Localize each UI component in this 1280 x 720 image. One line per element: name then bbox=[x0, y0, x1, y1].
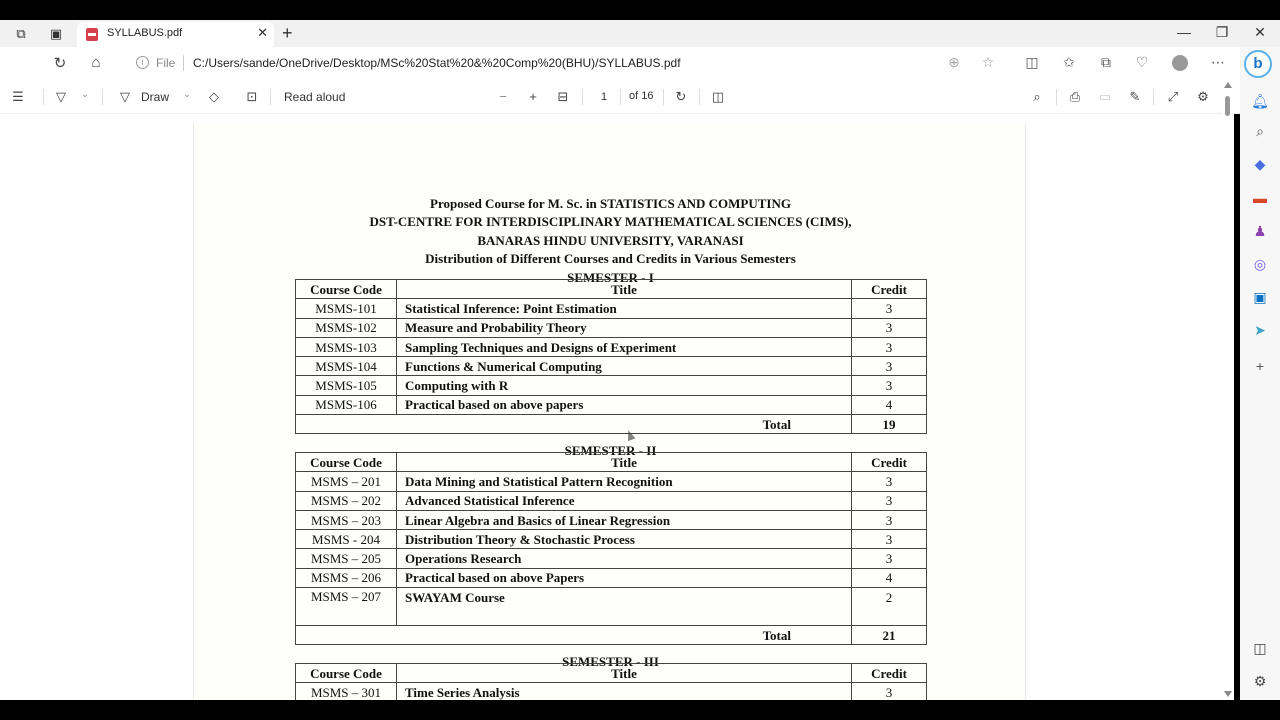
course-title: Practical based on above Papers bbox=[397, 568, 852, 587]
course-credit: 3 bbox=[852, 530, 927, 549]
drop-icon[interactable]: ➤ bbox=[1254, 321, 1266, 338]
course-credit: 4 bbox=[852, 395, 927, 414]
course-title: Practical based on above papers bbox=[397, 395, 852, 414]
zoom-in-icon[interactable]: + bbox=[529, 89, 537, 104]
erase-icon[interactable]: ◇ bbox=[209, 89, 219, 104]
semester-3-heading: SEMESTER - III bbox=[562, 654, 659, 669]
divider bbox=[43, 89, 44, 105]
course-credit: 3 bbox=[852, 357, 927, 376]
letterbox-top bbox=[0, 0, 1280, 20]
microsoft-365-icon[interactable]: ◎ bbox=[1253, 255, 1267, 272]
more-menu-icon[interactable]: ⋯ bbox=[1211, 54, 1225, 70]
course-credit: 3 bbox=[852, 683, 927, 700]
col-header-credit: Credit bbox=[852, 664, 927, 683]
table-row bbox=[296, 683, 927, 700]
course-credit: 3 bbox=[852, 299, 927, 318]
table-row bbox=[296, 376, 927, 395]
course-code: MSMS – 207 bbox=[296, 588, 397, 626]
course-credit: 3 bbox=[852, 337, 927, 356]
table-row bbox=[296, 588, 927, 626]
total-credit: 19 bbox=[852, 415, 927, 434]
bing-copilot-icon[interactable]: b bbox=[1244, 50, 1272, 78]
col-header-credit: Credit bbox=[852, 453, 927, 472]
info-icon[interactable]: i bbox=[136, 56, 149, 69]
course-title: Statistical Inference: Point Estimation bbox=[397, 299, 852, 318]
table-row bbox=[296, 357, 927, 376]
search-icon[interactable]: ⌕ bbox=[1033, 89, 1041, 104]
col-header-title: Title bbox=[397, 664, 852, 683]
course-title: Operations Research bbox=[397, 549, 852, 568]
rotate-icon[interactable]: ↻ bbox=[675, 89, 687, 104]
table-row bbox=[296, 337, 927, 356]
highlight-icon[interactable]: ▽ bbox=[56, 89, 66, 104]
col-header-title: Title bbox=[397, 453, 852, 472]
shopping-tag-icon[interactable]: ◆ bbox=[1254, 155, 1266, 172]
table-row bbox=[296, 395, 927, 414]
course-title: Computing with R bbox=[397, 376, 852, 395]
table-row bbox=[296, 510, 927, 529]
save-icon[interactable]: ▭ bbox=[1098, 89, 1112, 104]
pdf-file-icon bbox=[86, 28, 98, 41]
course-title: Measure and Probability Theory bbox=[397, 318, 852, 337]
doc-heading-3: BANARAS HINDU UNIVERSITY, VARANASI bbox=[477, 233, 744, 248]
course-code: MSMS-102 bbox=[296, 318, 397, 337]
course-code: MSMS-103 bbox=[296, 337, 397, 356]
semester-3-table bbox=[295, 663, 927, 700]
address-bar bbox=[0, 47, 1240, 80]
tools-toolbox-icon[interactable]: ▬ bbox=[1253, 190, 1267, 206]
course-title: Data Mining and Statistical Pattern Recognition bbox=[397, 472, 852, 491]
favorite-star-icon[interactable]: ☆ bbox=[981, 54, 995, 70]
divider bbox=[270, 89, 271, 105]
table-row bbox=[296, 472, 927, 491]
total-credit: 21 bbox=[852, 626, 927, 645]
pdf-toolbar bbox=[0, 80, 1240, 114]
workspaces-icon[interactable]: ⧉ bbox=[16, 26, 26, 41]
col-header-code: Course Code bbox=[296, 280, 397, 299]
doc-heading-2: DST-CENTRE FOR INTERDISCIPLINARY MATHEMATICAL SCIENCES (CIMS), bbox=[369, 214, 852, 229]
tab-actions-icon[interactable]: ▣ bbox=[49, 26, 63, 41]
sidebar-settings-icon[interactable]: ⚙ bbox=[1253, 672, 1267, 689]
restore-button[interactable]: ❐ bbox=[1215, 24, 1229, 40]
course-code: MSMS-106 bbox=[296, 395, 397, 414]
table-header-row bbox=[296, 453, 927, 472]
table-row bbox=[296, 549, 927, 568]
draw-icon[interactable]: ▽ bbox=[120, 89, 130, 104]
favorites-icon[interactable]: ✩ bbox=[1063, 54, 1075, 70]
close-tab-icon[interactable]: ✕ bbox=[257, 25, 268, 40]
total-row bbox=[296, 626, 927, 645]
course-code: MSMS-101 bbox=[296, 299, 397, 318]
scroll-up-arrow-icon[interactable] bbox=[1224, 82, 1232, 88]
draw-button[interactable]: Draw bbox=[141, 90, 170, 104]
course-title: Distribution Theory & Stochastic Process bbox=[397, 530, 852, 549]
table-header-row bbox=[296, 664, 927, 683]
semester-1-heading: SEMESTER - I bbox=[567, 270, 654, 285]
close-window-button[interactable]: ✕ bbox=[1254, 24, 1266, 40]
course-code: MSMS-105 bbox=[296, 376, 397, 395]
divider bbox=[1056, 89, 1057, 105]
add-sidebar-app-icon[interactable]: + bbox=[1255, 358, 1265, 374]
tab-title: SYLLABUS.pdf bbox=[107, 27, 183, 39]
course-title: Functions & Numerical Computing bbox=[397, 357, 852, 376]
sidebar-search-icon[interactable]: ⌕ bbox=[1256, 122, 1264, 139]
course-code: MSMS – 205 bbox=[296, 549, 397, 568]
course-credit: 3 bbox=[852, 318, 927, 337]
read-aloud-button[interactable]: Read aloud bbox=[284, 90, 346, 104]
zoom-icon[interactable]: ⊕ bbox=[948, 54, 960, 70]
divider bbox=[183, 55, 184, 71]
settings-icon[interactable]: ⚙ bbox=[1197, 89, 1209, 104]
vertical-scrollbar[interactable] bbox=[1222, 80, 1234, 700]
course-title: Advanced Statistical Inference bbox=[397, 491, 852, 510]
semester-2-heading: SEMESTER - II bbox=[564, 443, 657, 458]
save-as-icon[interactable]: ✎ bbox=[1129, 89, 1141, 104]
course-credit: 2 bbox=[852, 588, 927, 626]
table-row bbox=[296, 530, 927, 549]
course-title: Linear Algebra and Basics of Linear Regression bbox=[397, 510, 852, 529]
draw-dropdown-icon[interactable]: ⌄ bbox=[183, 89, 191, 99]
doc-heading-4: Distribution of Different Courses and Credits in Various Semesters bbox=[425, 251, 796, 266]
course-code: MSMS – 203 bbox=[296, 510, 397, 529]
refresh-icon[interactable]: ↻ bbox=[53, 55, 67, 72]
course-credit: 3 bbox=[852, 472, 927, 491]
table-row bbox=[296, 491, 927, 510]
pdf-page bbox=[193, 124, 1026, 700]
course-code: MSMS – 201 bbox=[296, 472, 397, 491]
tab-syllabus[interactable] bbox=[77, 22, 274, 47]
fit-width-icon[interactable]: ⊟ bbox=[557, 89, 569, 104]
games-icon[interactable]: ♟ bbox=[1253, 222, 1267, 239]
scroll-down-arrow-icon[interactable] bbox=[1224, 691, 1232, 697]
new-tab-button[interactable]: + bbox=[282, 23, 293, 43]
doc-heading-1: Proposed Course for M. Sc. in STATISTICS AND COMPUTING bbox=[430, 196, 791, 211]
course-credit: 3 bbox=[852, 376, 927, 395]
divider bbox=[582, 89, 583, 105]
table-header-row bbox=[296, 280, 927, 299]
minimize-button[interactable]: — bbox=[1177, 24, 1191, 40]
col-header-code: Course Code bbox=[296, 664, 397, 683]
add-text-icon[interactable]: ⊡ bbox=[246, 89, 258, 104]
course-code: MSMS-104 bbox=[296, 357, 397, 376]
total-label: Total bbox=[296, 626, 852, 645]
notifications-bell-icon[interactable]: 🔔︎ bbox=[1251, 92, 1269, 109]
pdf-viewer[interactable] bbox=[0, 114, 1222, 700]
tab-bar bbox=[0, 20, 1280, 47]
zoom-out-icon[interactable]: − bbox=[499, 89, 507, 104]
page-total: of 16 bbox=[629, 90, 654, 102]
col-header-code: Course Code bbox=[296, 453, 397, 472]
table-row bbox=[296, 299, 927, 318]
total-label: Total bbox=[296, 415, 852, 434]
table-row bbox=[296, 568, 927, 587]
course-title: SWAYAM Course bbox=[397, 588, 852, 626]
letterbox-bottom bbox=[0, 700, 1280, 720]
page-number-input[interactable]: 1 bbox=[600, 91, 608, 103]
total-row bbox=[296, 415, 927, 434]
semester-1-table bbox=[295, 279, 927, 434]
course-credit: 3 bbox=[852, 510, 927, 529]
divider bbox=[1153, 89, 1154, 105]
browser-essentials-icon[interactable]: ♡ bbox=[1135, 54, 1149, 70]
split-screen-icon[interactable]: ◫ bbox=[1025, 54, 1039, 70]
contents-icon[interactable]: ☰ bbox=[12, 89, 24, 104]
file-label: File bbox=[156, 56, 176, 70]
course-code: MSMS – 202 bbox=[296, 491, 397, 510]
edge-sidebar bbox=[1240, 47, 1280, 700]
course-code: MSMS – 206 bbox=[296, 568, 397, 587]
scrollbar-thumb[interactable] bbox=[1225, 96, 1230, 116]
hide-sidebar-icon[interactable]: ◫ bbox=[1253, 639, 1267, 656]
course-credit: 3 bbox=[852, 491, 927, 510]
course-code: MSMS – 301 bbox=[296, 683, 397, 700]
page-view-icon[interactable]: ◫ bbox=[711, 89, 725, 104]
semester-2-table bbox=[295, 452, 927, 645]
course-title: Time Series Analysis bbox=[397, 683, 852, 700]
outlook-icon[interactable]: ▣ bbox=[1253, 288, 1267, 305]
highlight-dropdown-icon[interactable]: ⌄ bbox=[81, 89, 89, 99]
print-icon[interactable]: ⎙ bbox=[1069, 89, 1081, 104]
divider bbox=[663, 89, 664, 105]
home-icon[interactable]: ⌂ bbox=[91, 54, 101, 71]
collections-icon[interactable]: ⧉ bbox=[1101, 54, 1111, 70]
col-header-credit: Credit bbox=[852, 280, 927, 299]
col-header-title: Title bbox=[397, 280, 852, 299]
table-row bbox=[296, 318, 927, 337]
profile-avatar[interactable] bbox=[1172, 55, 1188, 71]
course-title: Sampling Techniques and Designs of Experiment bbox=[397, 337, 852, 356]
course-code: MSMS - 204 bbox=[296, 530, 397, 549]
url-field[interactable]: C:/Users/sande/OneDrive/Desktop/MSc%20Stat%20&%20Comp%20(BHU)/SYLLABUS.pdf bbox=[193, 56, 681, 70]
divider bbox=[620, 89, 621, 105]
divider bbox=[699, 89, 700, 105]
fullscreen-icon[interactable]: ⤢ bbox=[1167, 89, 1179, 104]
divider bbox=[102, 89, 103, 105]
course-credit: 4 bbox=[852, 568, 927, 587]
course-credit: 3 bbox=[852, 549, 927, 568]
